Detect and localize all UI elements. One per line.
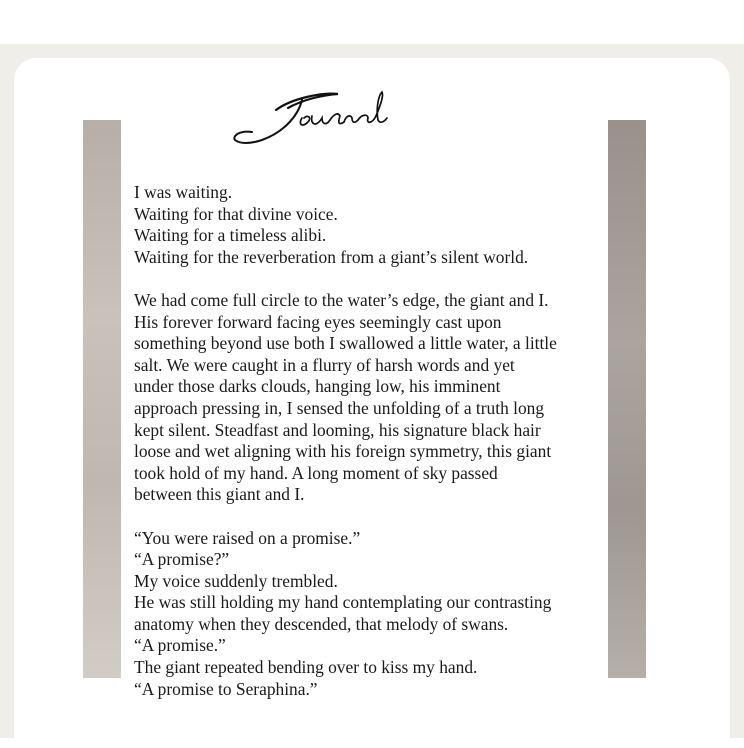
text-line: approach pressing in, I sensed the unfolding of a truth long — [134, 397, 545, 418]
left-decorative-bar — [83, 120, 121, 678]
text-line: something beyond use both I swallowed a little water, a little — [134, 333, 557, 354]
text-line: Waiting for the reverberation from a giant’s silent world. — [134, 246, 529, 267]
journal-script-title — [232, 86, 392, 152]
text-line: Waiting for that divine voice. — [134, 203, 338, 224]
text-line: My voice suddenly trembled. — [134, 570, 338, 591]
text-line: “A promise to Seraphina.” — [134, 678, 318, 699]
text-line: We had come full circle to the water’s edge, the giant and I. — [134, 289, 549, 310]
text-line: His forever forward facing eyes seemingly cast upon — [134, 311, 502, 332]
paragraph-gap — [134, 506, 604, 528]
paragraph-gap — [134, 268, 604, 290]
text-line: salt. We were caught in a flurry of harsh words and yet — [134, 354, 515, 375]
text-line: kept silent. Steadfast and looming, his signature black hair — [134, 419, 541, 440]
journal-body — [134, 182, 604, 700]
text-line: “You were raised on a promise.” — [134, 527, 361, 548]
text-line: took hold of my hand. A long moment of sky passed — [134, 462, 498, 483]
text-line: I was waiting. — [134, 182, 233, 202]
text-line: Waiting for a timeless alibi. — [134, 225, 327, 246]
text-line: “A promise?” — [134, 549, 230, 570]
text-line: anatomy when they descended, that melody of swans. — [134, 613, 509, 634]
text-line: The giant repeated bending over to kiss my hand. — [134, 657, 478, 678]
text-line: loose and wet aligning with his foreign symmetry, this giant — [134, 441, 552, 462]
journal-title — [232, 86, 392, 152]
text-line: He was still holding my hand contemplating our contrasting — [134, 592, 552, 613]
text-line: between this giant and I. — [134, 484, 305, 505]
right-decorative-bar — [608, 120, 646, 678]
text-line: under those darks clouds, hanging low, his imminent — [134, 376, 501, 397]
text-line: “A promise.” — [134, 635, 226, 656]
top-margin — [0, 0, 744, 44]
